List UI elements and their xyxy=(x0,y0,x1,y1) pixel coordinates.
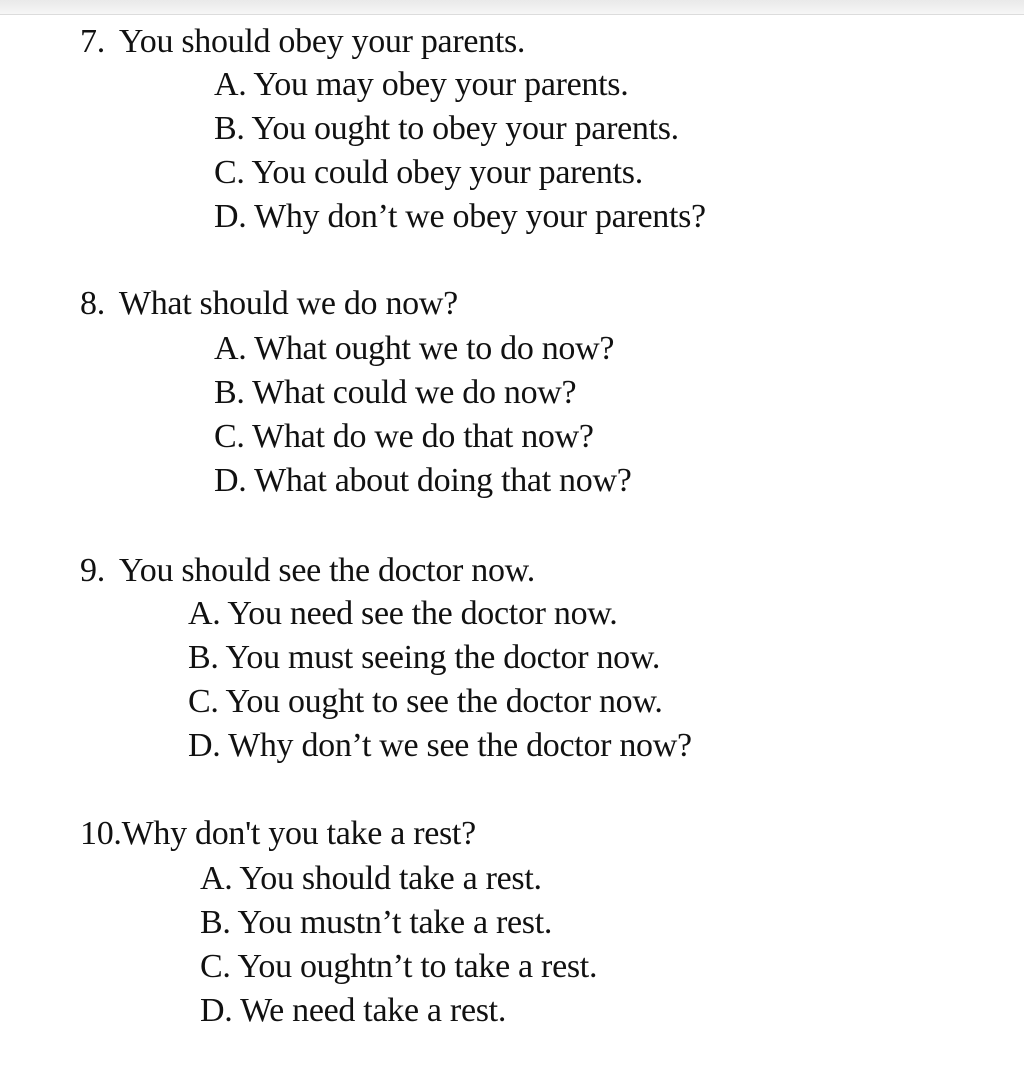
option-letter: A. xyxy=(214,330,247,367)
question-number: 8. xyxy=(80,285,105,322)
question-number: 9. xyxy=(80,552,105,589)
option-9c xyxy=(188,682,663,722)
question-text: You should see the doctor now. xyxy=(118,552,535,589)
option-letter: D. xyxy=(214,198,247,235)
option-text: What about doing that now? xyxy=(254,462,632,499)
option-9a xyxy=(188,594,618,634)
option-text: Why don’t we obey your parents? xyxy=(254,198,706,235)
question-text: What should we do now? xyxy=(118,285,458,322)
option-letter: A. xyxy=(188,595,221,632)
option-letter: D. xyxy=(188,727,221,764)
option-letter: B. xyxy=(188,639,219,676)
option-text: What ought we to do now? xyxy=(254,330,615,367)
option-letter: D. xyxy=(200,992,233,1029)
option-letter: C. xyxy=(200,948,231,985)
question-text: You should obey your parents. xyxy=(118,23,526,60)
question-number: 10. xyxy=(80,815,122,852)
option-text: You must seeing the doctor now. xyxy=(225,639,661,676)
option-7b xyxy=(214,109,679,149)
option-10a xyxy=(200,859,542,899)
option-letter: C. xyxy=(214,418,245,455)
option-text: You ought to obey your parents. xyxy=(251,110,679,147)
option-7a xyxy=(214,65,628,105)
option-8a xyxy=(214,329,614,369)
option-text: You may obey your parents. xyxy=(253,66,629,103)
option-text: You oughtn’t to take a rest. xyxy=(237,948,598,985)
option-9d xyxy=(188,726,692,766)
option-letter: C. xyxy=(188,683,219,720)
option-text: We need take a rest. xyxy=(240,992,507,1029)
option-text: What do we do that now? xyxy=(252,418,594,455)
option-7c xyxy=(214,153,643,193)
question-9 xyxy=(80,551,535,591)
option-text: You could obey your parents. xyxy=(251,154,643,191)
option-text: You ought to see the doctor now. xyxy=(225,683,663,720)
question-number: 7. xyxy=(80,23,105,60)
option-letter: B. xyxy=(214,110,245,147)
option-7d xyxy=(214,197,706,237)
option-text: You need see the doctor now. xyxy=(227,595,618,632)
option-10b xyxy=(200,903,552,943)
option-8b xyxy=(214,373,576,413)
question-8 xyxy=(80,284,458,324)
option-letter: B. xyxy=(214,374,245,411)
option-8d xyxy=(214,461,632,501)
option-text: Why don’t we see the doctor now? xyxy=(228,727,692,764)
option-letter: C. xyxy=(214,154,245,191)
option-10d xyxy=(200,991,506,1031)
option-letter: A. xyxy=(200,860,233,897)
option-text: What could we do now? xyxy=(252,374,577,411)
option-10c xyxy=(200,947,597,987)
option-9b xyxy=(188,638,660,678)
option-letter: A. xyxy=(214,66,247,103)
question-7 xyxy=(80,22,525,62)
question-10 xyxy=(80,814,476,854)
option-text: You should take a rest. xyxy=(239,860,542,897)
question-text: Why don't you take a rest? xyxy=(121,815,476,852)
option-letter: D. xyxy=(214,462,247,499)
option-text: You mustn’t take a rest. xyxy=(237,904,553,941)
option-letter: B. xyxy=(200,904,231,941)
option-8c xyxy=(214,417,594,457)
